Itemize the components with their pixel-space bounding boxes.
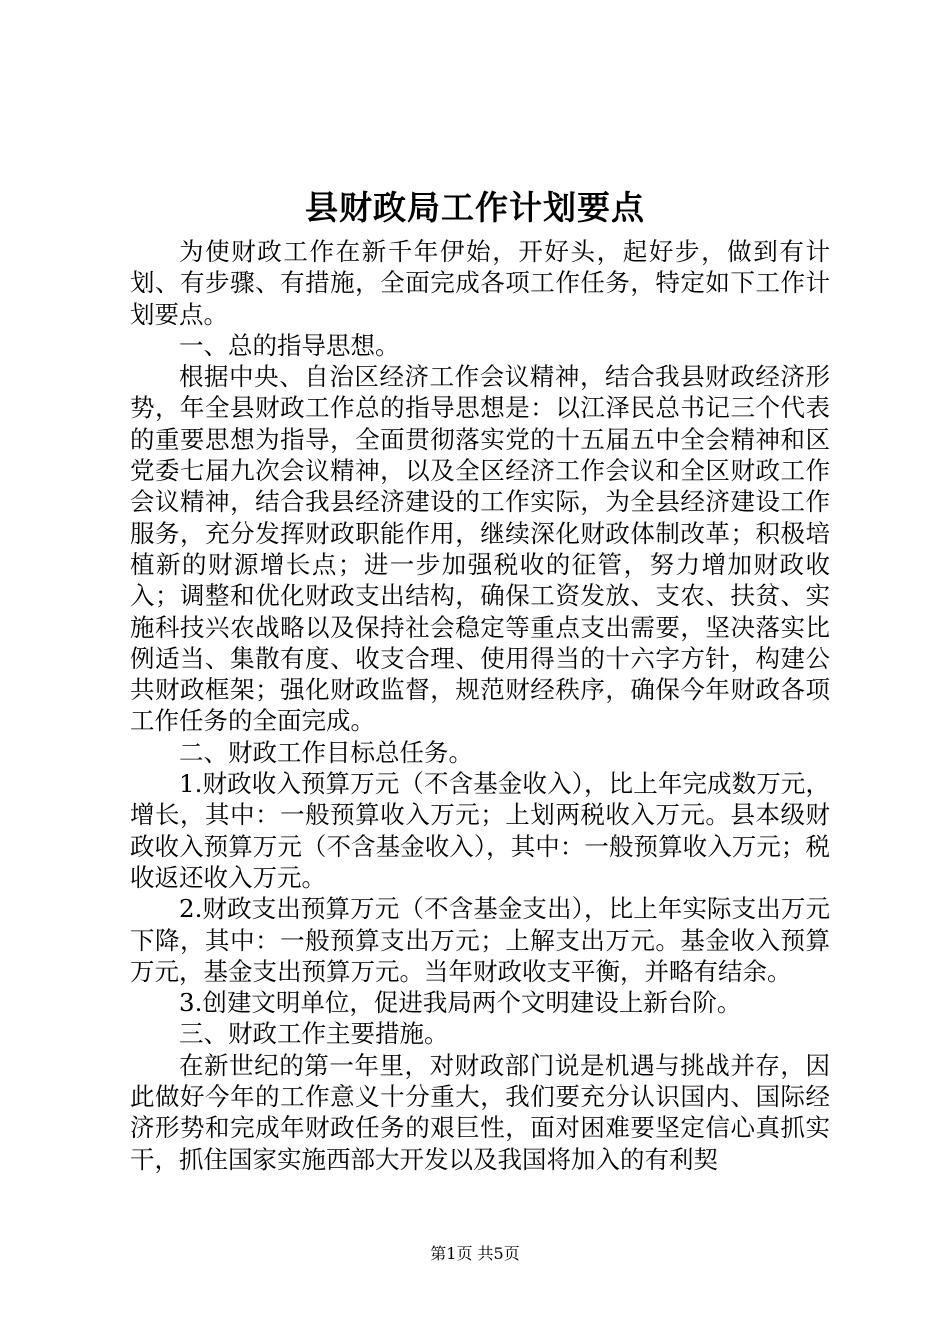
paragraph-intro: 为使财政工作在新千年伊始，开好头，起好步，做到有计划、有步骤、有措施，全面完成各项工作任务，特定如下工作计划要点。 bbox=[130, 237, 830, 329]
heading-measures: 三、财政工作主要措施。 bbox=[179, 1019, 449, 1049]
document-title: 县财政局工作计划要点 bbox=[305, 188, 645, 227]
paragraph-guiding-thought: 根据中央、自治区经济工作会议精神，结合我县财政经济形势，年全县财政工作总的指导思想是：以江泽民总书记三个代表的重要思想为指导，全面贯彻落实党的十五届五中全会精神和区党委七届九次会议精神，以及全区经济工作会议和全区财政工作会议精神，结合我县经济建设的工作实际，为全县经济建设工作服务，充分发挥财政职能作用，继续深化财政体制改革；积极培植新的财源增长点；进一步加强税收的征管，努力增加财政收入；调整和优化财政支出结构，确保工资发放、支农、扶贫、实施科技兴农战略以及保持社会稳定等重点支出需要，坚决落实比例适当、集散有度、收支合理、使用得当的十六字方针，构建公共财政框架；强化财政监督，规范财经秩序，确保今年财政各项工作任务的全面完成。 bbox=[130, 362, 830, 736]
document-body bbox=[130, 236, 830, 1175]
page-footer: 第1页 共5页 bbox=[430, 1244, 520, 1263]
paragraph-measures: 在新世纪的第一年里，对财政部门说是机遇与挑战并存，因此做好今年的工作意义十分重大，我们要充分认识国内、国际经济形势和完成年财政任务的艰巨性，面对困难要坚定信心真抓实干，抓住国家实施西部大开发以及我国将加入的有利契 bbox=[130, 1050, 830, 1174]
heading-goals: 二、财政工作目标总任务。 bbox=[179, 737, 473, 767]
paragraph-goal-civilization: 3.创建文明单位，促进我局两个文明建设上新台阶。 bbox=[179, 988, 742, 1018]
paragraph-goal-expenditure: 2.财政支出预算万元（不含基金支出），比上年实际支出万元下降，其中：一般预算支出万元；上解支出万元。基金收入预算万元，基金支出预算万元。当年财政收支平衡，并略有结余。 bbox=[130, 894, 830, 986]
paragraph-goal-revenue: 1.财政收入预算万元（不含基金收入），比上年完成数万元，增长，其中：一般预算收入万元；上划两税收入万元。县本级财政收入预算万元（不含基金收入），其中：一般预算收入万元；税收返还收入万元。 bbox=[130, 769, 830, 892]
heading-guiding-thought: 一、总的指导思想。 bbox=[179, 330, 400, 360]
